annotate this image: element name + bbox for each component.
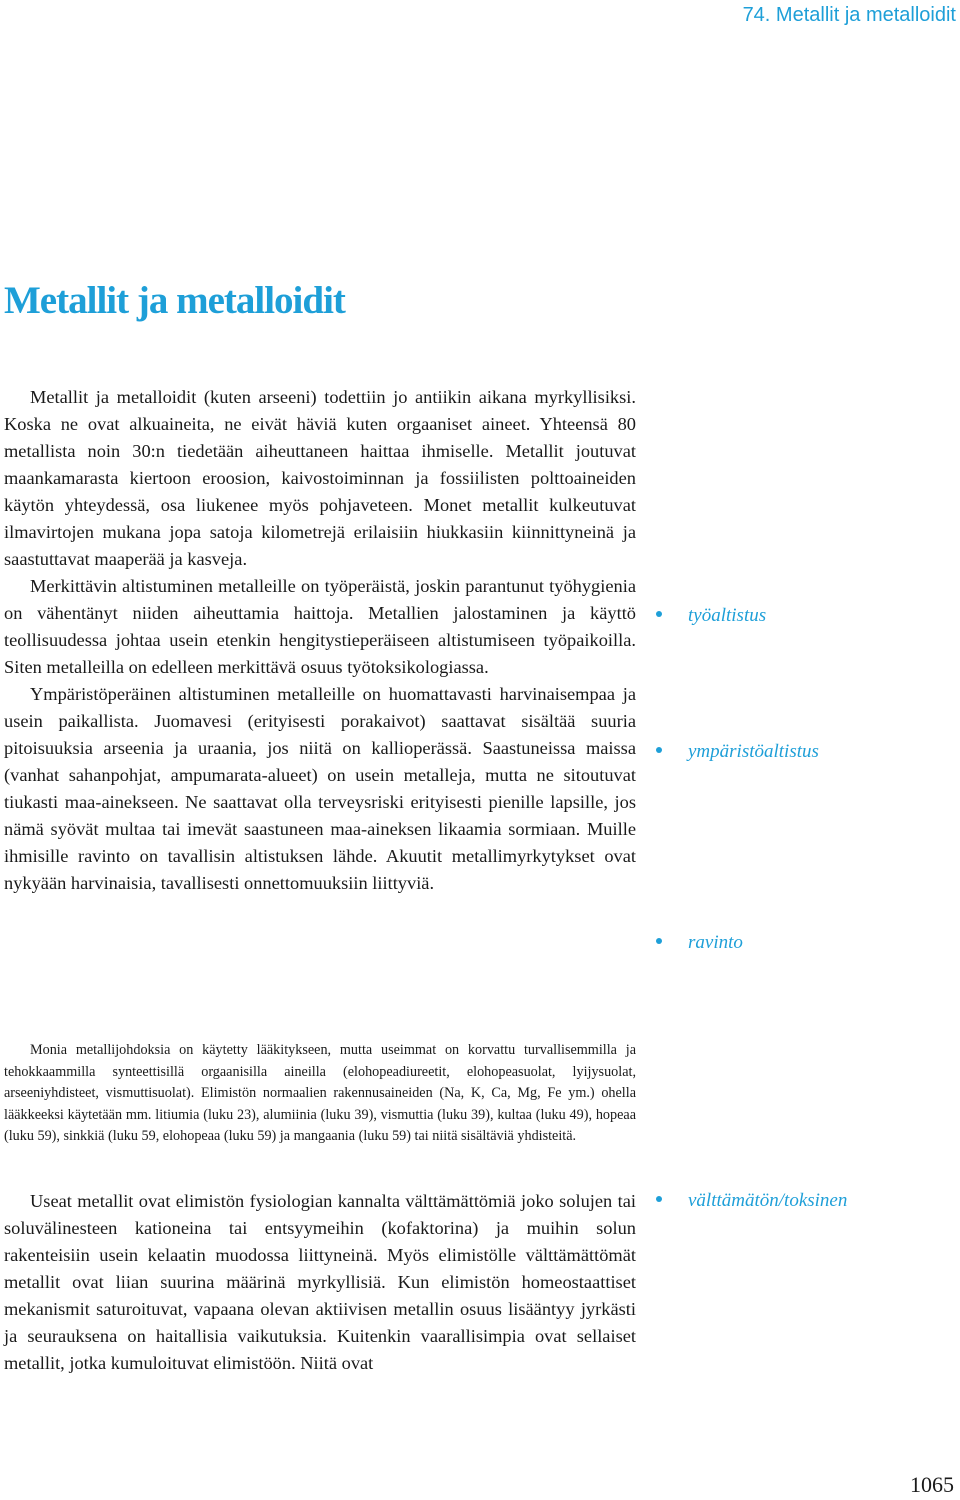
margin-note-environmental-exposure <box>656 741 819 763</box>
bullet-icon <box>656 1196 662 1202</box>
bullet-icon <box>656 747 662 753</box>
paragraph: Useat metallit ovat elimistön fysiologian kannalta välttämättömiä joko solujen tai soluvälinesteen kationeina tai entsyymeihin (kofaktorina) ja muihin solun rakenteisiin usein kelaatin muodossa liittyneinä. Myös elimistölle välttämättömät metallit ovat liian suurina määrinä myrkyllisiä. Kun elimistön homeostaattiset mekanismit saturoituvat, vapaana olevan aktiivisen metallin osuus lisääntyy jyrkästi ja seurauksena on haitallisia vaikutuksia. Kuitenkin vaarallisimpia ovat sellaiset metallit, jotka kumuloituvat elimistöön. Niitä ovat <box>4 1191 636 1373</box>
paragraph: Metallit ja metalloidit (kuten arseeni) todettiin jo antiikin aikana myrkyllisiksi. Koska ne ovat alkuaineita, ne eivät häviä kuten orgaaniset aineet. Yhteensä 80 metallista noin 30:n tiedetään aiheuttaneen haittaa ihmiselle. Metallit joutuvat maankamarasta kiertoon eroosion, kaivostoiminnan ja fossiilisten polttoaineiden käytön yhteydessä, osa liukenee myös pohjaveteen. Monet metallit kulkeutuvat ilmavirtojen mukana jopa satoja kilometrejä erilaisiin hiukkasiin kiinnittyneinä ja saastuttavat maaperää ja kasveja. <box>4 387 636 569</box>
margin-note-work-exposure <box>656 605 766 627</box>
chapter-title: Metallit ja metalloidit <box>4 279 345 322</box>
margin-note-diet <box>656 932 743 954</box>
page-number: 1065 <box>910 1472 954 1497</box>
bullet-icon <box>656 938 662 944</box>
margin-note-label: ravinto <box>688 932 743 953</box>
paragraph: Merkittävin altistuminen metalleille on työperäistä, joskin parantunut työhygienia on vähentänyt niiden aiheuttamia haittoja. Metallien jalostaminen ja käyttö teollisuudessa johtaa usein etenkin hengitystieperäiseen altistumiseen työpaikoilla. Siten metalleilla on edelleen merkittävä osuus työtoksikologiassa. <box>4 576 636 677</box>
main-text-section-1 <box>4 384 636 897</box>
margin-note-label: ympäristöaltistus <box>688 741 819 762</box>
paragraph: Ympäristöperäinen altistuminen metalleille on huomattavasti harvinaisempaa ja usein paikallista. Juomavesi (erityisesti porakaivot) saattavat sisältää suuria pitoisuuksia arseenia ja uraania, jos niitä on kallioperässä. Saastuneissa maissa (vanhat sahanpohjat, ampumarata-alueet) on usein metalleja, mutta ne sitoutuvat tiukasti maa-ainekseen. Ne saattavat olla terveysriski erityisesti pienille lapsille, jos nämä syövät multaa tai imevät saastuneen maa-aineksen likaamia sormiaan. Muille ihmisille ravinto on tavallisin altistuksen lähde. Akuutit metallimyrkytykset ovat nykyään harvinaisia, tavallisesti onnettomuuksiin liittyviä. <box>4 684 636 893</box>
main-text-section-2 <box>4 1188 636 1377</box>
margin-note-label: työaltistus <box>688 605 767 626</box>
running-header: 74. Metallit ja metalloidit <box>742 4 956 26</box>
small-print-note <box>4 1040 636 1148</box>
note-paragraph: Monia metallijohdoksia on käytetty lääkitykseen, mutta useimmat on korvattu turvallisemmilla ja tehokkaammilla synteettisillä orgaanisilla aineilla (elohopeadiureetit, elohopeasuolat, lyijysuolat, arseeniyhdisteet, vismuttisuolat). Elimistön normaalien rakennusaineiden (Na, K, Ca, Mg, Fe ym.) ohella lääkkeeksi käytetään mm. litiumia (luku 23), alumiinia (luku 39), vismuttia (luku 39), kultaa (luku 49), hopeaa (luku 59), sinkkiä (luku 59, elohopeaa (luku 59) ja mangaania (luku 59) tai niitä sisältäviä yhdisteitä. <box>4 1042 636 1144</box>
margin-note-essential-toxic <box>656 1190 847 1212</box>
bullet-icon <box>656 611 662 617</box>
margin-note-label: välttämätön/toksinen <box>688 1190 848 1211</box>
